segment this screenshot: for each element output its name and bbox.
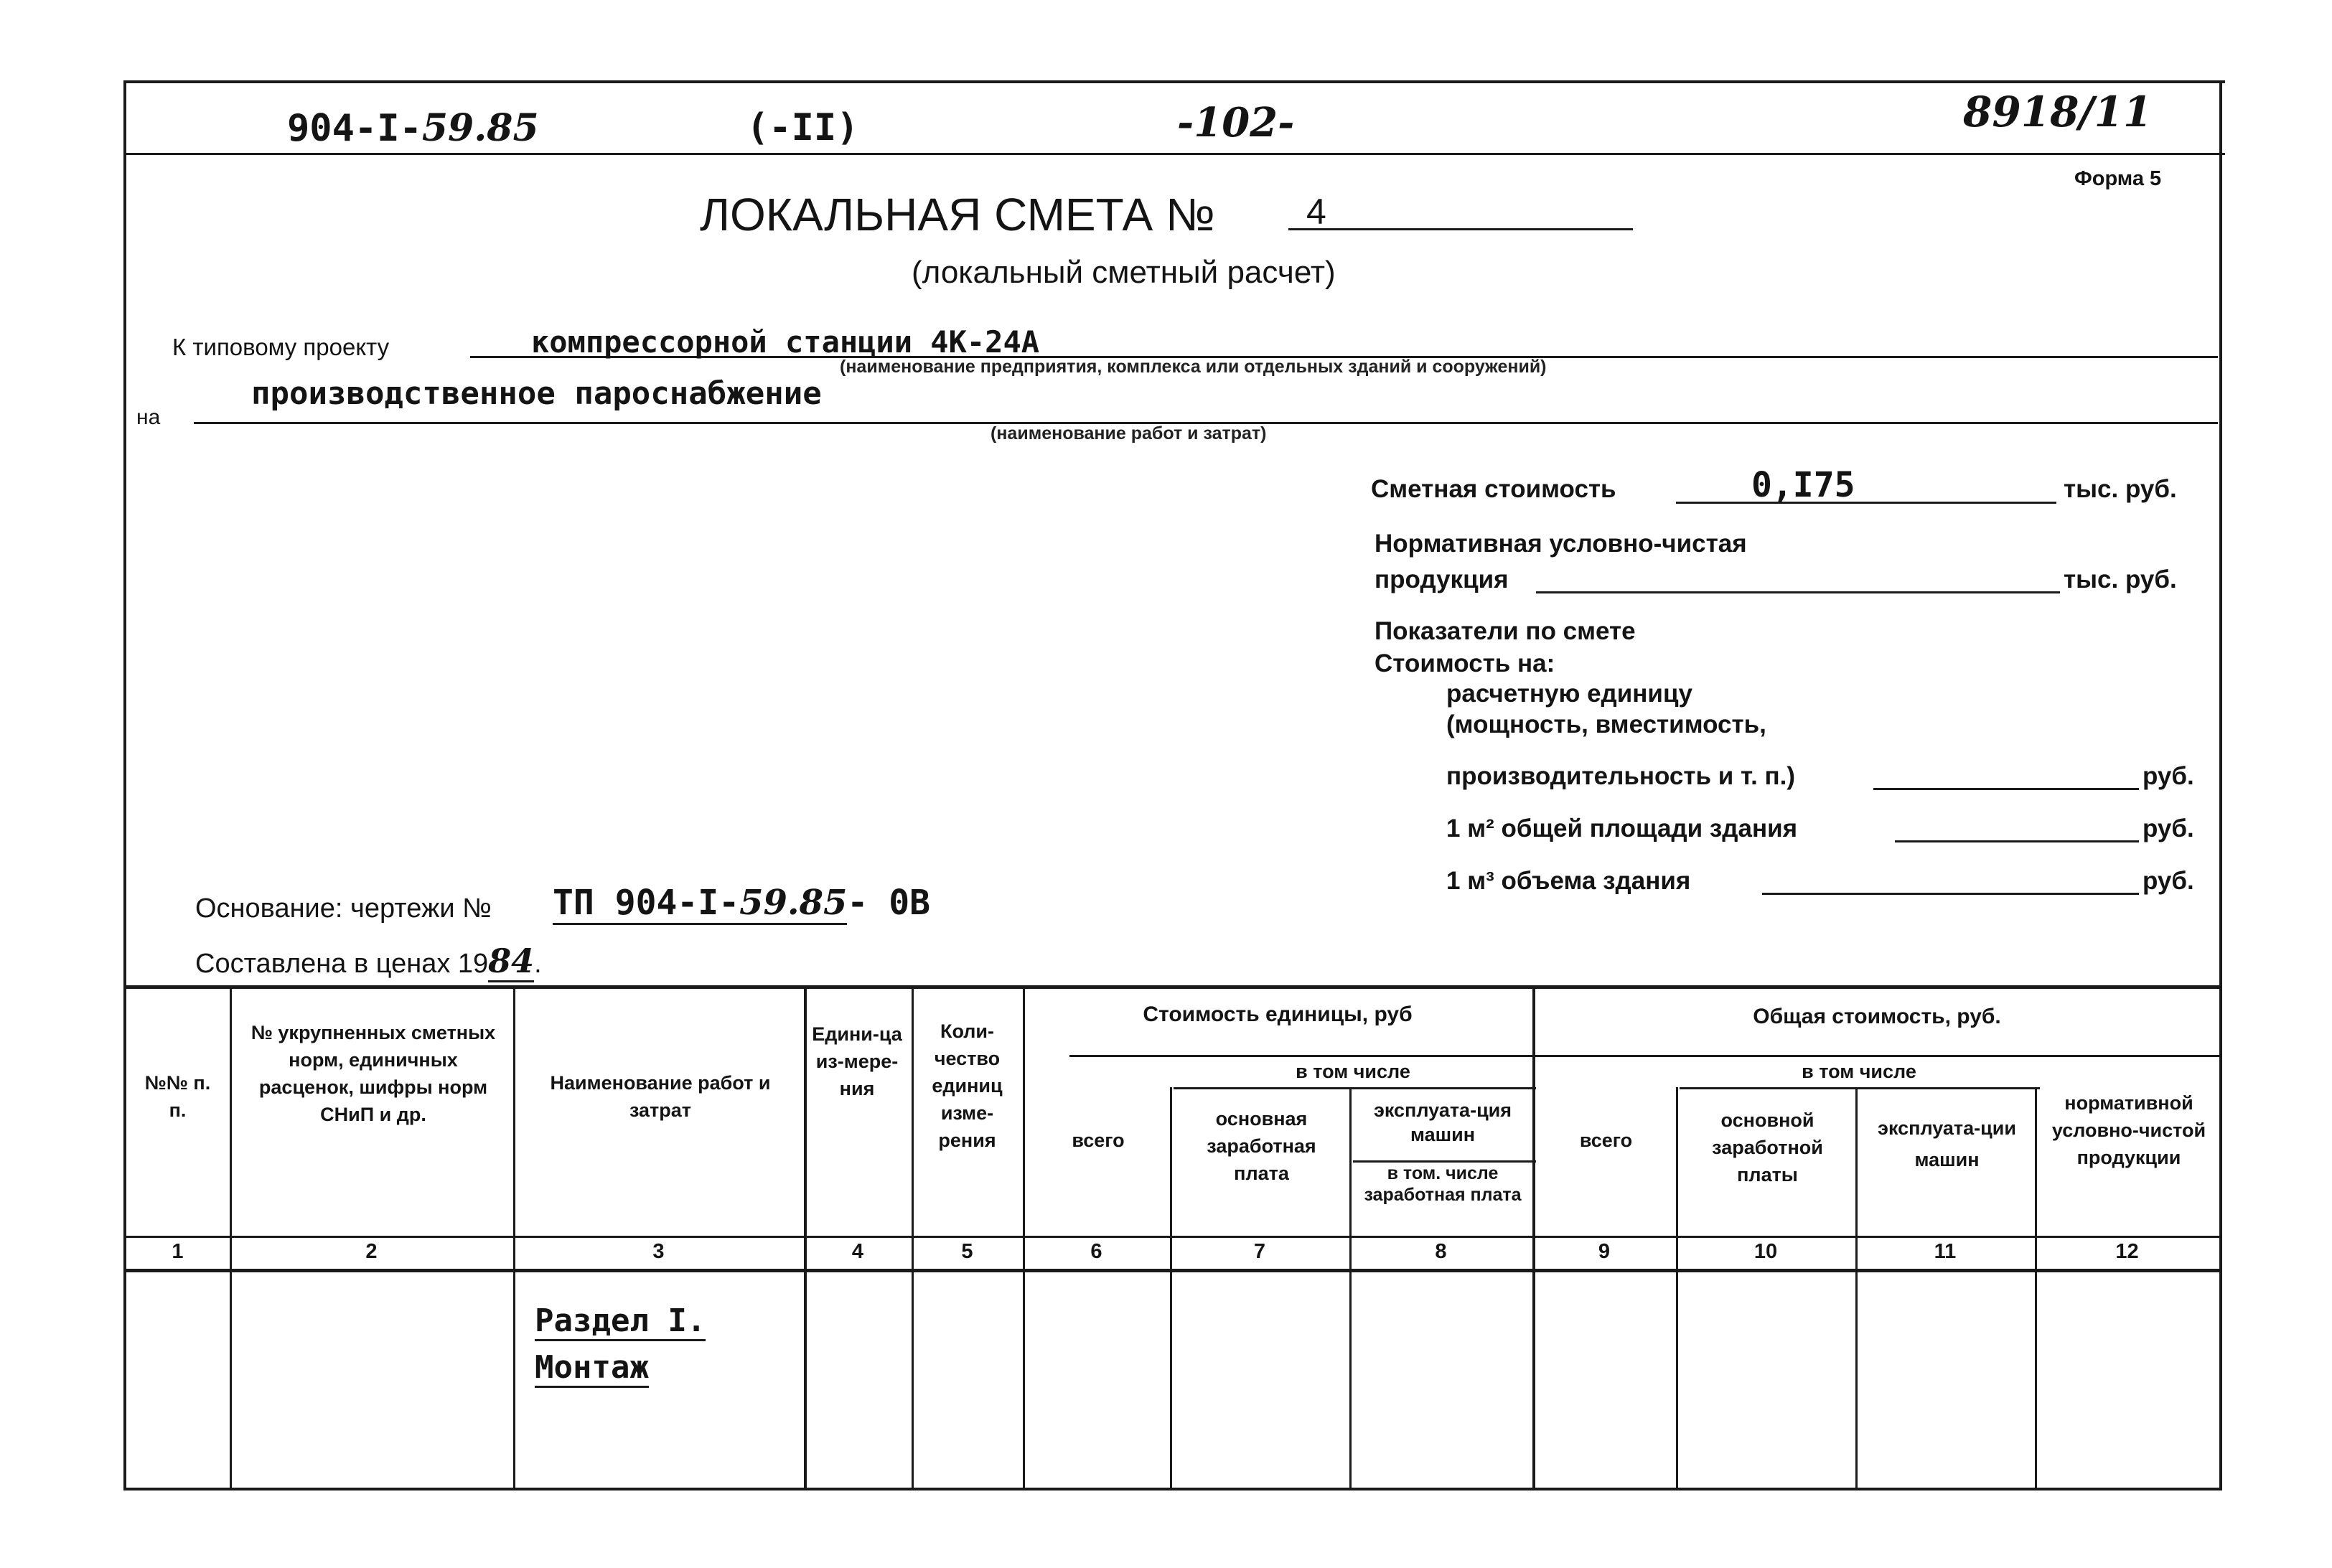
normative-label-2: продукция [1375, 565, 1509, 593]
calc-unit-line [1873, 788, 2139, 790]
header-col8a: эксплуата-ция машин [1373, 1099, 1512, 1145]
project-code-prefix: 904-I- [287, 107, 422, 150]
prices-label [195, 942, 542, 980]
col-divider-8 [1532, 985, 1535, 1488]
total-including: в том числе [1802, 1061, 1916, 1082]
unit-including: в том числе [1296, 1061, 1410, 1082]
prices-label-text: Составлена в ценах 19 [195, 949, 489, 979]
col-number-5: 5 [961, 1240, 973, 1263]
indicators-label: Показатели по смете [1375, 617, 1636, 645]
left-border [123, 80, 126, 1490]
table-top-line [123, 985, 2222, 989]
unit-including-line [1174, 1087, 1536, 1089]
volume-rub: руб. [2143, 867, 2194, 895]
project-label: К типовому проекту [172, 334, 390, 360]
col-divider-5 [1023, 985, 1025, 1488]
col-divider-3 [804, 985, 807, 1488]
total-including-line [1680, 1087, 2040, 1089]
col-number-2: 2 [365, 1240, 378, 1263]
header-col1: №№ п. п. [144, 1072, 211, 1121]
header-bottom-line [123, 1236, 2222, 1238]
title-subtitle: (локальный сметный расчет) [912, 255, 1336, 290]
header-col10: основной заработной платы [1712, 1109, 1823, 1186]
volume-line [1762, 893, 2139, 895]
col-divider-6 [1170, 1087, 1172, 1488]
form-label: Форма 5 [2074, 167, 2162, 190]
project-value: компрессорной станции 4К-24А [531, 324, 1040, 360]
total-cost-group: Общая стоимость, руб. [1753, 1005, 2001, 1028]
area-label [1446, 814, 1797, 843]
works-label: на [136, 405, 161, 429]
top-border [126, 80, 2225, 83]
col-numbers-bottom-line [123, 1269, 2222, 1272]
prices-dot: . [534, 949, 542, 979]
sheet-number: 8918/11 [1963, 88, 2153, 136]
header-divider [126, 153, 2225, 155]
header-col3: Наименование работ и затрат [550, 1072, 771, 1121]
basis-value-hand: 59.85 [739, 883, 847, 925]
estimate-cost-value: 0,I75 [1751, 465, 1855, 505]
col-divider-11 [2035, 1087, 2037, 1488]
title-number-field [1288, 188, 1633, 230]
basis-value [553, 883, 930, 923]
header-col4: Едини-ца из-мере-ния [812, 1023, 902, 1099]
header-col5: Коли-чество единиц изме-рения [932, 1020, 1003, 1151]
basis-value-b: - 0В [847, 883, 930, 923]
col-number-11: 11 [1934, 1240, 1957, 1263]
page-number: -102- [1177, 99, 1295, 146]
calc-unit-line-2: (мощность, вместимость, [1446, 710, 1766, 738]
normative-label-1: Нормативная условно-чистая [1375, 530, 1747, 558]
normative-line [1536, 591, 2060, 593]
col-divider-2 [513, 985, 515, 1488]
prices-year: 84 [488, 942, 534, 982]
header-col7: основная заработная плата [1207, 1108, 1316, 1184]
basis-value-a: ТП 904-I- [553, 883, 739, 925]
col-divider-4 [912, 985, 914, 1488]
header-col9: всего [1579, 1130, 1633, 1151]
estimate-cost-label: Сметная стоимость [1371, 475, 1616, 503]
issue-number: (-II) [746, 106, 859, 149]
col-divider-7 [1349, 1087, 1352, 1488]
section-title: Раздел I. [535, 1302, 706, 1341]
col-divider-1 [230, 985, 232, 1488]
unit-cost-group-line [1069, 1055, 1536, 1057]
section-subtitle: Монтаж [535, 1349, 649, 1388]
basis-label: Основание: чертежи № [195, 893, 492, 924]
col-number-9: 9 [1598, 1240, 1611, 1263]
area-rub: руб. [2143, 814, 2194, 842]
project-code [287, 106, 539, 150]
col-number-8: 8 [1435, 1240, 1447, 1263]
col-number-3: 3 [652, 1240, 665, 1263]
header-col8b: в том. числе заработная плата [1364, 1163, 1522, 1205]
volume-label: 1 м³ объема здания [1446, 867, 1691, 895]
col-number-10: 10 [1753, 1240, 1778, 1263]
area-label-text: 1 м² общей площади здания [1446, 814, 1798, 842]
project-caption: (наименование предприятия, комплекса или отдельных зданий и сооружений) [840, 357, 1547, 377]
unit-cost-group: Стоимость единицы, руб [1143, 1003, 1413, 1026]
col-number-7: 7 [1253, 1240, 1266, 1263]
title-main: ЛОКАЛЬНАЯ СМЕТА № [700, 189, 1215, 240]
col-number-4: 4 [851, 1240, 864, 1263]
header-col11: эксплуата-ции машин [1878, 1117, 2016, 1170]
title-number: 4 [1306, 192, 1326, 232]
works-caption: (наименование работ и затрат) [991, 423, 1267, 443]
page-title [700, 188, 1215, 241]
works-value: производственное пароснабжение [251, 375, 822, 412]
estimate-cost-unit: тыс. руб. [2064, 475, 2177, 503]
col-number-1: 1 [172, 1240, 184, 1263]
calc-unit-rub: руб. [2143, 762, 2194, 790]
col-number-6: 6 [1090, 1240, 1102, 1263]
header-col2: № укрупненных сметных норм, единичных расценок, шифры норм СНиП и др. [250, 1022, 496, 1125]
area-line [1895, 840, 2139, 842]
calc-unit-line-3: производительность и т. п.) [1446, 762, 1796, 790]
header-col12: нормативной условно-чистой продукции [2051, 1092, 2206, 1168]
total-cost-group-line [1536, 1055, 2219, 1057]
right-border [2219, 80, 2222, 1490]
normative-unit: тыс. руб. [2064, 565, 2177, 593]
estimate-cost-line [1676, 502, 2056, 504]
cost-on-label: Стоимость на: [1375, 649, 1555, 677]
col-number-12: 12 [2115, 1240, 2139, 1263]
header-col6: всего [1072, 1130, 1125, 1151]
project-code-hand: 59.85 [421, 106, 539, 150]
col-divider-9 [1676, 1087, 1678, 1488]
bottom-border [123, 1488, 2222, 1490]
calc-unit-line-1: расчетную единицу [1446, 680, 1692, 708]
col-divider-10 [1855, 1087, 1858, 1488]
